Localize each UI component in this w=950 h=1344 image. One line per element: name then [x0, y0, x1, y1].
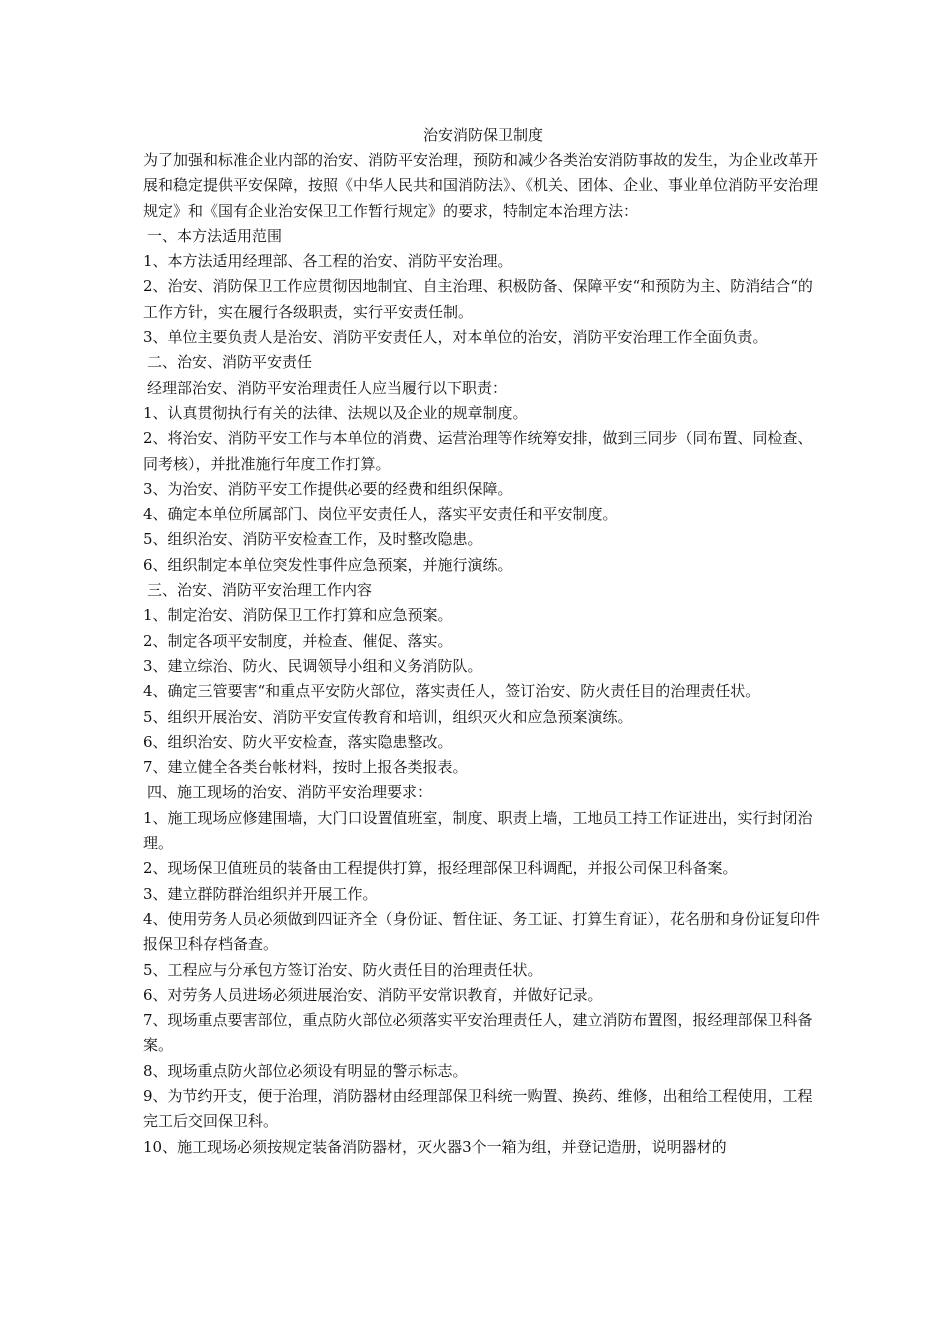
paragraph-1-2: 2、治安、消防保卫工作应贯彻因地制宜、自主治理、积极防备、保障平安“和预防为主、防消结合“的工作方针，实在履行各级职责，实行平安责任制。 [143, 277, 813, 321]
paragraph-3-3: 3、建立综治、防火、民调领导小组和义务消防队。 [143, 656, 483, 675]
paragraph-4-2: 2、现场保卫值班员的装备由工程提供打算，报经理部保卫科调配，并报公司保卫科备案。 [143, 859, 738, 878]
section-heading-2: 二、治安、消防平安责任 [147, 353, 313, 372]
section-heading-1: 一、本方法适用范围 [147, 226, 283, 245]
document-title: 治安消防保卫制度 [422, 126, 543, 144]
paragraph-2-intro: 经理部治安、消防平安治理责任人应当履行以下职责： [147, 378, 508, 397]
paragraph-4-1: 1、施工现场应修建围墙，大门口设置值班室，制度、职责上墙，工地员工持工作证进出，实行封闭治理。 [143, 808, 813, 853]
paragraph-4-7: 7、现场重点要害部位，重点防火部位必须落实平安治理责任人，建立消防布置图，报经理部保卫科备案。 [143, 1011, 813, 1055]
paragraph-2-5: 5、组织治安、消防平安检查工作，及时整改隐患。 [143, 530, 483, 549]
paragraph-2-1: 1、认真贯彻执行有关的法律、法规以及企业的规章制度。 [143, 403, 528, 422]
section-heading-3: 三、治安、消防平安治理工作内容 [147, 581, 373, 600]
paragraph-4-5: 5、工程应与分承包方签订治安、防火责任目的治理责任状。 [143, 960, 543, 979]
paragraph-2-2: 2、将治安、消防平安工作与本单位的消费、运营治理等作统筹安排，做到三同步（同布置、同检查、同考核），并批准施行年度工作打算。 [143, 429, 813, 473]
document-body [143, 122, 823, 1160]
section-heading-4: 四、施工现场的治安、消防平安治理要求： [147, 783, 433, 802]
paragraph-3-4: 4、确定三管要害“和重点平安防火部位，落实责任人，签订治安、防火责任目的治理责任状。 [143, 682, 761, 701]
intro-paragraph: 为了加强和标准企业内部的治安、消防平安治理，预防和减少各类治安消防事故的发生，为企业改革开展和稳定提供平安保障，按照《中华人民共和国消防法》、《机关、团体、企业、事业单位消防平安治理规定》和《国有企业治安保卫工作暂行规定》的要求，特制定本治理方法： [143, 151, 819, 220]
paragraph-4-9: 9、为节约开支，便于治理，消防器材由经理部保卫科统一购置、换药、维修，出租给工程使用，工程完工后交回保卫科。 [143, 1086, 813, 1131]
paragraph-1-3: 3、单位主要负责人是治安、消防平安责任人，对本单位的治安，消防平安治理工作全面负责。 [143, 328, 768, 347]
paragraph-3-1: 1、制定治安、消防保卫工作打算和应急预案。 [143, 606, 453, 625]
paragraph-2-6: 6、组织制定本单位突发性事件应急预案，并施行演练。 [143, 555, 513, 574]
paragraph-2-4: 4、确定本单位所属部门、岗位平安责任人，落实平安责任和平安制度。 [143, 505, 618, 524]
paragraph-3-6: 6、组织治安、防火平安检查，落实隐患整改。 [143, 732, 453, 751]
paragraph-4-3: 3、建立群防群治组织并开展工作。 [143, 884, 378, 903]
paragraph-1-1: 1、本方法适用经理部、各工程的治安、消防平安治理。 [143, 252, 513, 271]
paragraph-3-7: 7、建立健全各类台帐材料，按时上报各类报表。 [143, 758, 468, 777]
paragraph-4-4: 4、使用劳务人员必须做到四证齐全（身份证、暂住证、务工证、打算生育证），花名册和身份证复印件报保卫科存档备查。 [143, 909, 821, 954]
paragraph-3-2: 2、制定各项平安制度，并检查、催促、落实。 [143, 631, 453, 650]
paragraph-2-3: 3、为治安、消防平安工作提供必要的经费和组织保障。 [143, 479, 513, 498]
paragraph-4-8: 8、现场重点防火部位必须设有明显的警示标志。 [143, 1061, 468, 1080]
paragraph-4-6: 6、对劳务人员进场必须进展治安、消防平安常识教育，并做好记录。 [143, 985, 603, 1004]
paragraph-4-10: 10、施工现场必须按规定装备消防器材，灭火器3个一箱为组，并登记造册，说明器材的 [143, 1137, 727, 1156]
paragraph-3-5: 5、组织开展治安、消防平安宣传教育和培训，组织灭火和应急预案演练。 [143, 707, 633, 726]
